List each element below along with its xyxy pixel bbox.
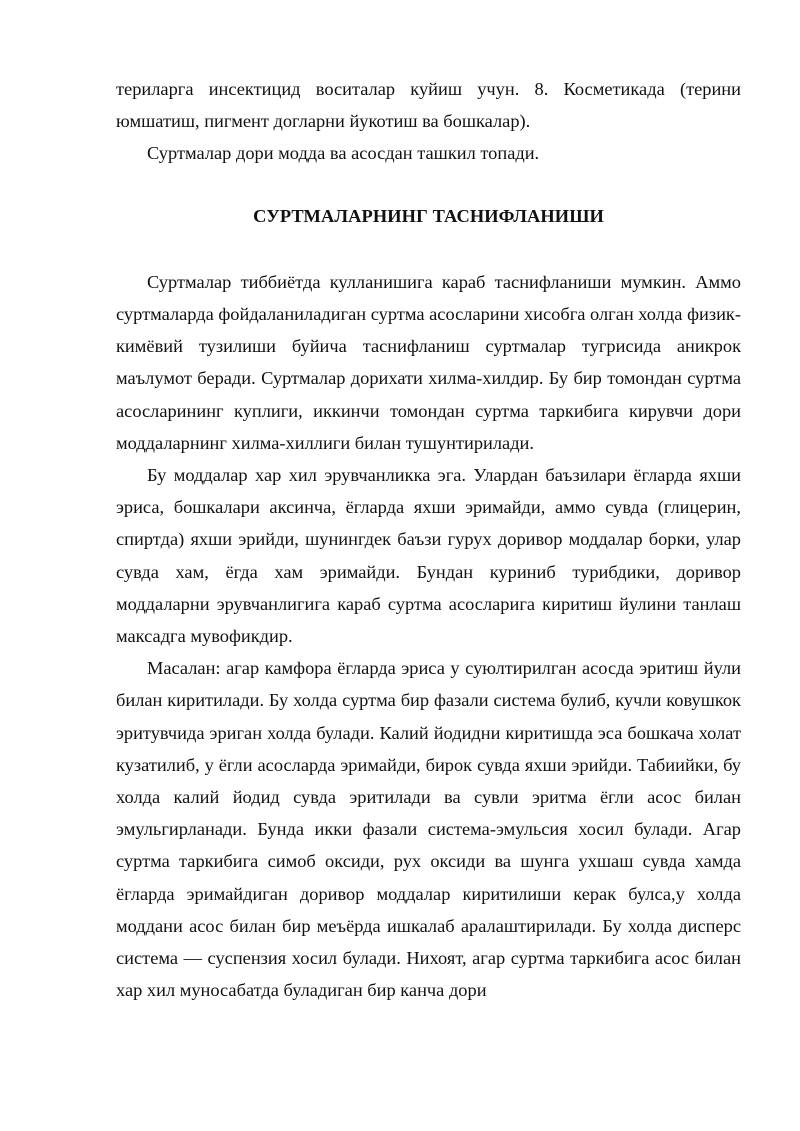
paragraph-continuation: териларга инсектицид воситалар куйиш учун. 8. Косметикада (терини юмшатиш, пигмент догларни йукотиш ва бошкалар). bbox=[116, 79, 741, 132]
paragraph-classification: Суртмалар тиббиётда кулланишига караб таснифланиши мумкин. Аммо суртмаларда фойдаланиладиган суртма асосларини хисобга олган холда физик-кимёвий тузилиши буйича таснифланиш суртмалар тугрисида аникрок маълумот беради. Суртмалар дорихати хилма-хилдир. Бу бир томондан суртма асосларининг куплиги, иккинчи томондан суртма таркибига кирувчи дори моддаларнинг хилма-хиллиги билан тушунтирилади. bbox=[116, 271, 741, 453]
spacer bbox=[116, 232, 741, 266]
spacer bbox=[116, 170, 741, 200]
paragraph-example: Масалан: агар камфора ёгларда эриса у суюлтирилган асосда эритиш йули билан киритилади. Бу холда суртма бир фазали система булиб, кучли ковушкок эритувчида эриган холда булади. Калий йодидни киритишда эса бошкача холат кузатилиб, у ёгли асосларда эримайди, бирок сувда яхши эрийди. Табиийки, бу холда калий йодид сувда эритилади ва сувли эритма ёгли асос билан эмульгирланади. Бунда икки фазали система-эмульсия хосил булади. Агар суртма таркибига симоб оксиди, рух оксиди ва шунга ухшаш сувда хамда ёгларда эримайдиган доривор моддалар киритилиши керак булса,у холда моддани асос билан бир меъёрда ишкалаб аралаштирилади. Бу холда дисперс система — суспензия хосил булади. Нихоят, агар суртма таркибига асос билан хар хил муносабатда буладиган бир канча дори bbox=[116, 658, 741, 1001]
section-heading: СУРТМАЛАРНИНГ ТАСНИФЛАНИШИ bbox=[253, 205, 604, 226]
paragraph-composition: Суртмалар дори модда ва асосдан ташкил топади. bbox=[147, 143, 540, 164]
document-page bbox=[116, 73, 741, 1006]
paragraph-solubility: Бу моддалар хар хил эрувчанликка эга. Улардан баъзилари ёгларда яхши эриса, бошкалари аксинча, ёгларда яхши эримайди, аммо сувда (глицерин, спиртда) яхши эрийди, шунингдек баъзи гурух доривор моддалар борки, улар сувда хам, ёгда хам эримайди. Бундан куриниб турибдики, доривор моддаларни эрувчанлигига караб суртма асосларига киритиш йулини танлаш максадга мувофикдир. bbox=[116, 465, 741, 647]
